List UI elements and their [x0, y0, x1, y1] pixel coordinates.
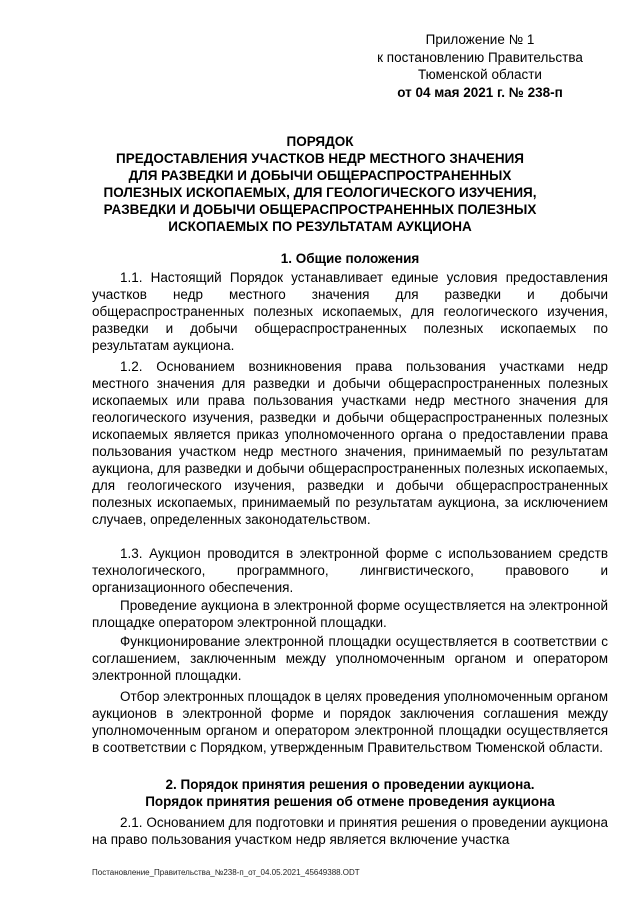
title-line-5: РАЗВЕДКИ И ДОБЫЧИ ОБЩЕРАСПРОСТРАНЕННЫХ ПОЛЕЗНЫХ [103, 202, 537, 217]
title-line-6: ИСКОПАЕМЫХ ПО РЕЗУЛЬТАТАМ АУКЦИОНА [168, 219, 472, 234]
title-line-2: ПРЕДОСТАВЛЕНИЯ УЧАСТКОВ НЕДР МЕСТНОГО ЗНАЧЕНИЯ [116, 151, 524, 166]
appendix-region: Тюменской области [418, 67, 542, 82]
paragraph-1-1: 1.1. Настоящий Порядок устанавливает единые условия предоставления участков недр местного значения для разведки и добычи общераспространенных полезных ископаемых, для геологического изучения, разведки и добычи общераспространенных полезных ископаемых по результатам аукциона. [92, 270, 608, 353]
paragraph-1-3-d: Отбор электронных площадок в целях проведения уполномоченным органом аукционов в электронной форме и порядок заключения соглашения между уполномоченным органом и оператором электронной площадки осуществляется в соответствии с Порядком, утвержденным Правительством Тюменской области. [92, 689, 608, 755]
appendix-date: от 04 мая 2021 г. № 238-п [397, 84, 563, 100]
paragraph-1-3: 1.3. Аукцион проводится в электронной форме с использованием средств технологического, программного, лингвистического, правового и организационного обеспечения. [92, 546, 608, 595]
footer-filename: Постановление_Правительства_№238-п_от_04.05.2021_45649388.ODT [92, 868, 360, 877]
paragraph-1-3-b: Проведение аукциона в электронной форме осуществляется на электронной площадке оператором электронной площадки. [92, 598, 608, 630]
paragraph-2-1: 2.1. Основанием для подготовки и принятия решения о проведении аукциона на право пользования участком недр является включение участка [92, 815, 608, 847]
appendix-ref: к постановлению Правительства [377, 49, 583, 65]
document-title [92, 133, 548, 235]
paragraph-1-3-c: Функционирование электронной площадки осуществляется в соответствии с соглашением, заключенным между уполномоченным органом и оператором электронной площадки. [92, 634, 608, 683]
title-line-4: ПОЛЕЗНЫХ ИСКОПАЕМЫХ, ДЛЯ ГЕОЛОГИЧЕСКОГО ИЗУЧЕНИЯ, [103, 185, 537, 200]
section-2-heading [92, 776, 608, 810]
section-1-heading: 1. Общие положения [280, 251, 420, 266]
appendix-number: Приложение № 1 [425, 32, 535, 47]
paragraph-1-2: 1.2. Основанием возникновения права пользования участками недр местного значения для разведки и добычи общераспространенных полезных ископаемых или права пользования участками недр местного значения для геологического изучения, разведки и добычи общераспространенных полезных ископаемых является приказ уполномоченного органа о предоставлении права пользования участком недр местного значения, принимаемый по результатам аукциона, для разведки и добычи общераспространенных полезных ископаемых, для геологического изучения, разведки и добычи общераспространенных полезных ископаемых, принимаемый по результатам аукциона, за исключением случаев, определенных законодательством. [92, 359, 608, 527]
appendix-block [360, 31, 600, 101]
title-line-3: ДЛЯ РАЗВЕДКИ И ДОБЫЧИ ОБЩЕРАСПРОСТРАНЕННЫХ [128, 168, 512, 183]
title-line-1: ПОРЯДОК [286, 134, 354, 149]
section-2-heading-line-1: 2. Порядок принятия решения о проведении аукциона. [165, 777, 535, 792]
section-2-heading-line-2: Порядок принятия решения об отмене проведения аукциона [145, 794, 555, 809]
